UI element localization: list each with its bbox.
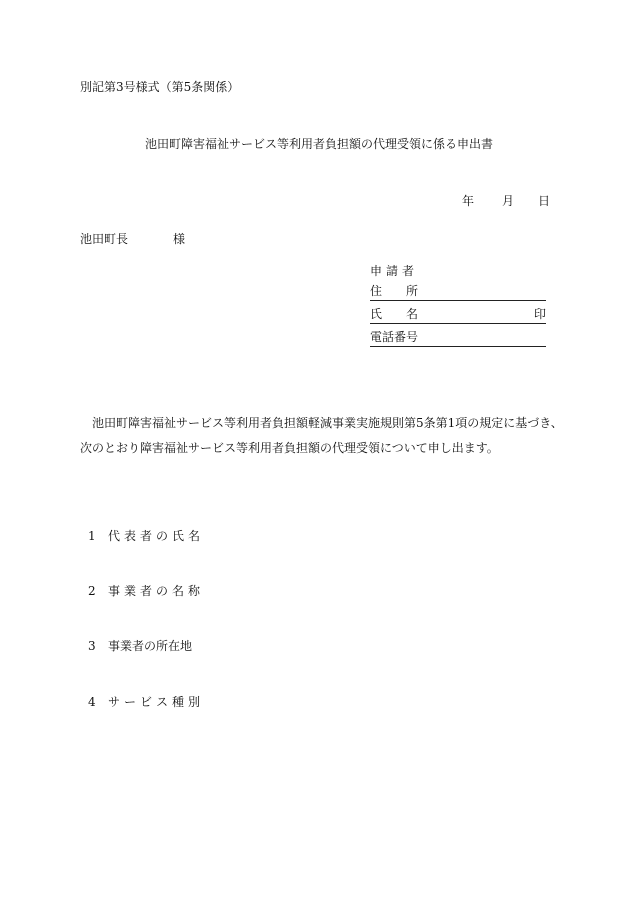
date-day-label: 日: [538, 194, 551, 208]
date-line: [462, 194, 551, 208]
item-representative-name: 代表者の氏名: [108, 529, 205, 543]
addressee: [80, 233, 190, 245]
body-paragraph: [80, 411, 563, 461]
body-line-2: 次のとおり障害福祉サービス等利用者負担額の代理受領について申し出ます。: [80, 441, 499, 455]
form-number: 別記第3号様式（第5条関係）: [80, 80, 240, 94]
date-year-label: 年: [462, 194, 475, 208]
item-number: 1: [88, 529, 96, 543]
item-number: 3: [88, 639, 96, 653]
seal-mark: 印: [533, 307, 546, 321]
applicant-address-label: 住 所: [370, 284, 419, 298]
date-month-label: 月: [502, 194, 515, 208]
addressee-honorific: 様: [173, 232, 186, 246]
item-service-type: サービス種別: [108, 695, 205, 709]
addressee-name: 池田町長: [80, 232, 129, 246]
applicant-phone-label: 電話番号: [370, 330, 419, 344]
applicant-name-label: 氏 名: [370, 307, 419, 321]
applicant-address-field[interactable]: [370, 282, 546, 301]
applicant-heading: 申請者: [370, 264, 419, 278]
applicant-name-field[interactable]: [370, 305, 546, 324]
document-title: 池田町障害福祉サービス等利用者負担額の代理受領に係る申出書: [145, 137, 494, 151]
item-business-name: 事業者の名称: [108, 584, 205, 598]
item-business-location: 事業者の所在地: [108, 639, 193, 653]
item-number: 4: [88, 695, 96, 709]
applicant-phone-field[interactable]: [370, 328, 546, 347]
item-number: 2: [88, 584, 96, 598]
body-line-1: 池田町障害福祉サービス等利用者負担額軽減事業実施規則第5条第1項の規定に基づき、: [92, 416, 563, 430]
